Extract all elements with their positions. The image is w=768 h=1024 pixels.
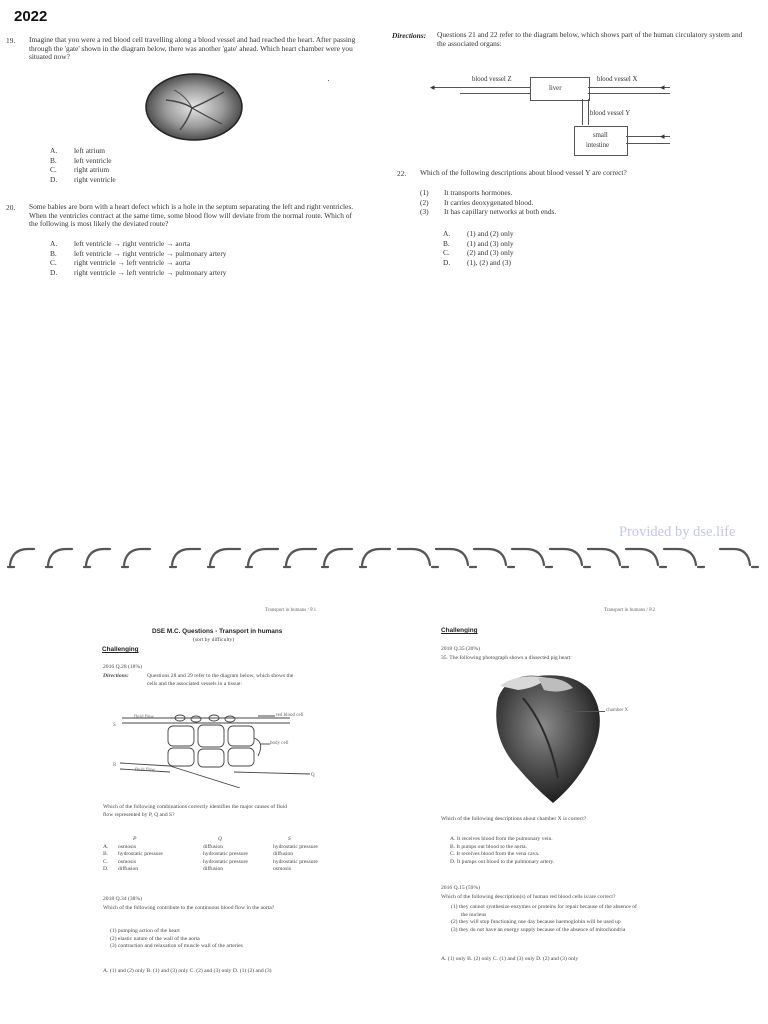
directions-text	[147, 673, 337, 688]
label-s: S	[113, 723, 116, 728]
statement-text: It carries deoxygenated blood.	[444, 197, 534, 207]
circulatory-diagram	[430, 70, 768, 160]
arrow-left-icon: ◂	[430, 82, 435, 92]
arrow-left-icon: ◂	[660, 82, 665, 92]
directions-line: Questions 28 and 29 refer to the diagram below, which shows the	[147, 673, 294, 679]
section-challenging: Challenging	[441, 627, 478, 634]
q35-ref: 2018 Q.35 (20%)	[441, 646, 480, 652]
option-text: (2) and (3) only	[467, 248, 514, 258]
option-letter: B.	[50, 248, 57, 258]
option-row[interactable]	[50, 165, 116, 175]
statement: (3) they do not have an energy supply because of the absence of mitochondria	[451, 926, 626, 933]
q15-text: Which of the following description(s) of human red blood cells is/are correct?	[441, 894, 616, 900]
option-row[interactable]: C. It receives blood from the vena cava.	[450, 851, 540, 858]
tissue-diagram	[110, 708, 330, 788]
label-r: R	[113, 763, 117, 768]
q15-statements	[451, 904, 691, 934]
q19-text	[29, 36, 389, 62]
option-row[interactable]	[50, 175, 116, 185]
vessel-line	[626, 143, 670, 144]
page-header-p1: Transport in humans / P.1	[265, 608, 317, 613]
q20-number: 20.	[6, 203, 16, 212]
q19-options	[50, 146, 116, 184]
vessel-y-line	[582, 99, 583, 125]
table-row[interactable]	[103, 859, 343, 867]
dot-mark	[328, 80, 329, 81]
option-row[interactable]	[50, 239, 226, 249]
statement-row	[420, 188, 556, 198]
col-header-s: S	[288, 836, 291, 842]
vessel-line	[588, 87, 670, 88]
table-row[interactable]	[103, 866, 343, 874]
q22-options	[443, 229, 514, 267]
option-text: (1) and (2) only	[467, 229, 514, 238]
option-letter: C.	[443, 248, 450, 258]
option-text: left atrium	[74, 146, 105, 155]
option-row[interactable]	[50, 156, 116, 166]
statement-row	[420, 207, 556, 217]
q20-text	[29, 203, 394, 229]
label-red-blood-cell: red blood cell	[276, 713, 304, 718]
doc-subtitle: (sort by difficulty)	[193, 637, 235, 643]
blood-vessel-y-label: blood vessel Y	[590, 110, 631, 117]
option-row[interactable]	[50, 258, 226, 268]
chamber-pointer-line	[565, 711, 605, 712]
cell: diffusion	[273, 851, 294, 858]
statement-text: It has capillary networks at both ends.	[444, 207, 557, 217]
q28-line: flow represented by P, Q and S?	[103, 811, 175, 818]
label-body-cell: body cell	[270, 741, 289, 746]
vessel-y-line	[588, 99, 589, 125]
option-text: right ventricle	[74, 174, 116, 184]
col-header-q: Q	[218, 836, 223, 842]
option-letter: C.	[50, 165, 57, 175]
statement-text: It transports hormones.	[444, 188, 513, 197]
blood-vessel-z-label: blood vessel Z	[472, 76, 512, 83]
option-row[interactable]: A. It receives blood from the pulmonary vein.	[450, 836, 553, 842]
option-text: right ventricle → left ventricle → aorta	[74, 258, 191, 268]
directions-text	[437, 31, 767, 48]
liver-label: liver	[549, 85, 562, 92]
option-text: right ventricle → left ventricle → pulmonary artery	[74, 267, 227, 277]
q20-options	[50, 239, 226, 277]
table-row[interactable]	[103, 844, 343, 852]
label-fluid-flow-bottom: fluid flow	[135, 768, 155, 773]
statement: (1) they cannot synthesize enzymes or proteins for repair because of the absence of	[451, 904, 637, 910]
statement-row	[420, 198, 556, 208]
q19-number: 19.	[6, 36, 16, 45]
directions-label: Directions:	[103, 673, 129, 679]
q34-options[interactable]: A. (1) and (2) only B. (1) and (3) only C. (2) and (3) only D. (1) (2) and (3)	[103, 968, 272, 974]
vessel-line	[434, 87, 530, 88]
option-text: (1), (2) and (3)	[467, 257, 511, 267]
option-text: (1) and (3) only	[467, 238, 514, 248]
cell: D.	[103, 866, 109, 873]
small-intestine-label-1: small	[593, 132, 608, 139]
table-row[interactable]	[103, 851, 343, 859]
q35-options	[450, 836, 554, 866]
statement-num: (1)	[420, 188, 429, 197]
pig-heart-photo	[478, 668, 608, 808]
option-row[interactable]	[50, 268, 226, 278]
q22-statements	[420, 188, 556, 217]
year-heading: 2022	[14, 8, 48, 25]
option-text: left ventricle	[74, 155, 112, 165]
option-letter: A.	[50, 239, 58, 248]
option-row[interactable]: B. It pumps out blood to the aorta.	[450, 843, 527, 850]
statement: (2) they will stop functioning one day because haemoglobin will be used up	[451, 919, 621, 926]
cell: hydrostatic pressure	[203, 858, 248, 865]
option-letter: D.	[443, 257, 451, 267]
option-letter: C.	[50, 258, 57, 268]
q35-text: Which of the following descriptions about chamber X is correct?	[441, 816, 587, 822]
q34-statements	[110, 928, 243, 951]
statement-num: (2)	[420, 197, 429, 207]
q22-number: 22.	[397, 169, 407, 178]
vessel-line	[588, 93, 670, 94]
option-row[interactable]	[443, 229, 514, 239]
q20-line: Some babies are born with a heart defect which is a hole in the septum separating the left and right ventricles.	[29, 202, 354, 211]
label-fluid-flow-top: fluid flow	[134, 715, 154, 720]
q-ref: 2016 Q.28 (18%)	[103, 664, 142, 670]
cell: osmosis	[118, 858, 137, 865]
option-letter: A.	[443, 229, 451, 238]
option-letter: B.	[50, 155, 57, 165]
col-header-p: P	[133, 836, 137, 842]
small-intestine-box	[574, 126, 628, 156]
directions-line: cells and the associated vessels in a tissue:	[147, 680, 242, 687]
cell: diffusion	[203, 866, 224, 873]
q19-line: through the 'gate' shown in the diagram below, there was another 'gate' ahead. Which heart chamber were you	[29, 43, 353, 53]
vessel-line	[460, 93, 530, 94]
option-letter: D.	[50, 267, 58, 277]
q20-line: the following is most likely the deviated route?	[29, 219, 169, 229]
statement-num: (3)	[420, 207, 429, 217]
q35-intro: 35. The following photograph shows a dissected pig heart:	[441, 655, 572, 661]
cell: diffusion	[203, 843, 224, 850]
q28-text	[103, 804, 343, 819]
option-letter: D.	[50, 174, 58, 184]
section-challenging: Challenging	[102, 646, 139, 653]
option-row[interactable]	[50, 146, 116, 156]
cell: osmosis	[118, 843, 137, 850]
arrow-left-icon: ◂	[660, 131, 665, 141]
chamber-x-label: chamber X	[606, 708, 629, 713]
cell: B.	[103, 851, 109, 858]
option-row[interactable]	[443, 248, 514, 258]
cell: diffusion	[118, 866, 139, 873]
small-intestine-label-2: intestine	[586, 142, 610, 149]
q20-line: When the ventricles contract at the same time, some blood flow will deviate from the normal route. Which of	[29, 210, 352, 220]
option-text: right atrium	[74, 165, 110, 175]
cell: A.	[103, 843, 109, 850]
spiral-binding	[0, 543, 768, 573]
statement: (3) contraction and relaxation of muscle wall of the arteries	[110, 943, 243, 950]
option-letter: B.	[443, 238, 450, 248]
option-row[interactable]: D. It pumps out blood to the pulmonary artery.	[450, 858, 555, 865]
statement: the nucleus	[461, 911, 487, 918]
option-row[interactable]	[443, 258, 514, 268]
doc-title: DSE M.C. Questions - Transport in humans	[152, 628, 283, 635]
option-letter: A.	[50, 146, 58, 155]
directions-line: Questions 21 and 22 refer to the diagram below, which shows part of the human circulatory system and	[437, 30, 743, 39]
option-text: left ventricle → right ventricle → pulmonary artery	[74, 248, 227, 258]
q34-ref: 2018 Q.34 (38%)	[103, 896, 142, 902]
option-row[interactable]	[50, 249, 226, 259]
q15-ref: 2016 Q.15 (59%)	[441, 885, 480, 891]
q34-text: Which of the following contribute to the continuous blood flow in the aorta?	[103, 905, 275, 911]
q28-table	[103, 836, 343, 874]
cell: hydrostatic pressure	[203, 851, 248, 858]
directions-label: Directions:	[392, 31, 427, 40]
blood-vessel-x-label: blood vessel X	[597, 76, 638, 83]
cell: C.	[103, 858, 109, 865]
cell: hydrostatic pressure	[273, 858, 318, 865]
page-header-p2: Transport in humans / P.2	[604, 608, 656, 613]
option-text: left ventricle → right ventricle → aorta	[74, 239, 191, 248]
q22-text: Which of the following descriptions about blood vessel Y are correct?	[420, 168, 627, 177]
cell: osmosis	[273, 866, 292, 873]
watermark-link[interactable]: Provided by dse.life	[619, 524, 736, 540]
heart-valve-photo	[144, 72, 244, 142]
cell: hydrostatic pressure	[118, 851, 163, 858]
q19-line: Imagine that you were a red blood cell travelling along a blood vessel and had reached the heart. After passing	[29, 35, 356, 44]
q15-options[interactable]: A. (1) only B. (2) only C. (1) and (3) only D. (2) and (3) only	[441, 956, 579, 962]
cell: hydrostatic pressure	[273, 843, 318, 850]
option-row[interactable]	[443, 239, 514, 249]
q28-line: Which of the following combinations correctly identifies the major causes of fluid	[103, 804, 288, 810]
q19-line: situated now?	[29, 52, 70, 62]
statement: (1) pumping action of the heart	[110, 928, 180, 934]
directions-line: the associated organs:	[437, 38, 502, 48]
label-q: Q	[311, 773, 315, 778]
statement: (2) elastic nature of the wall of the aorta	[110, 935, 200, 942]
